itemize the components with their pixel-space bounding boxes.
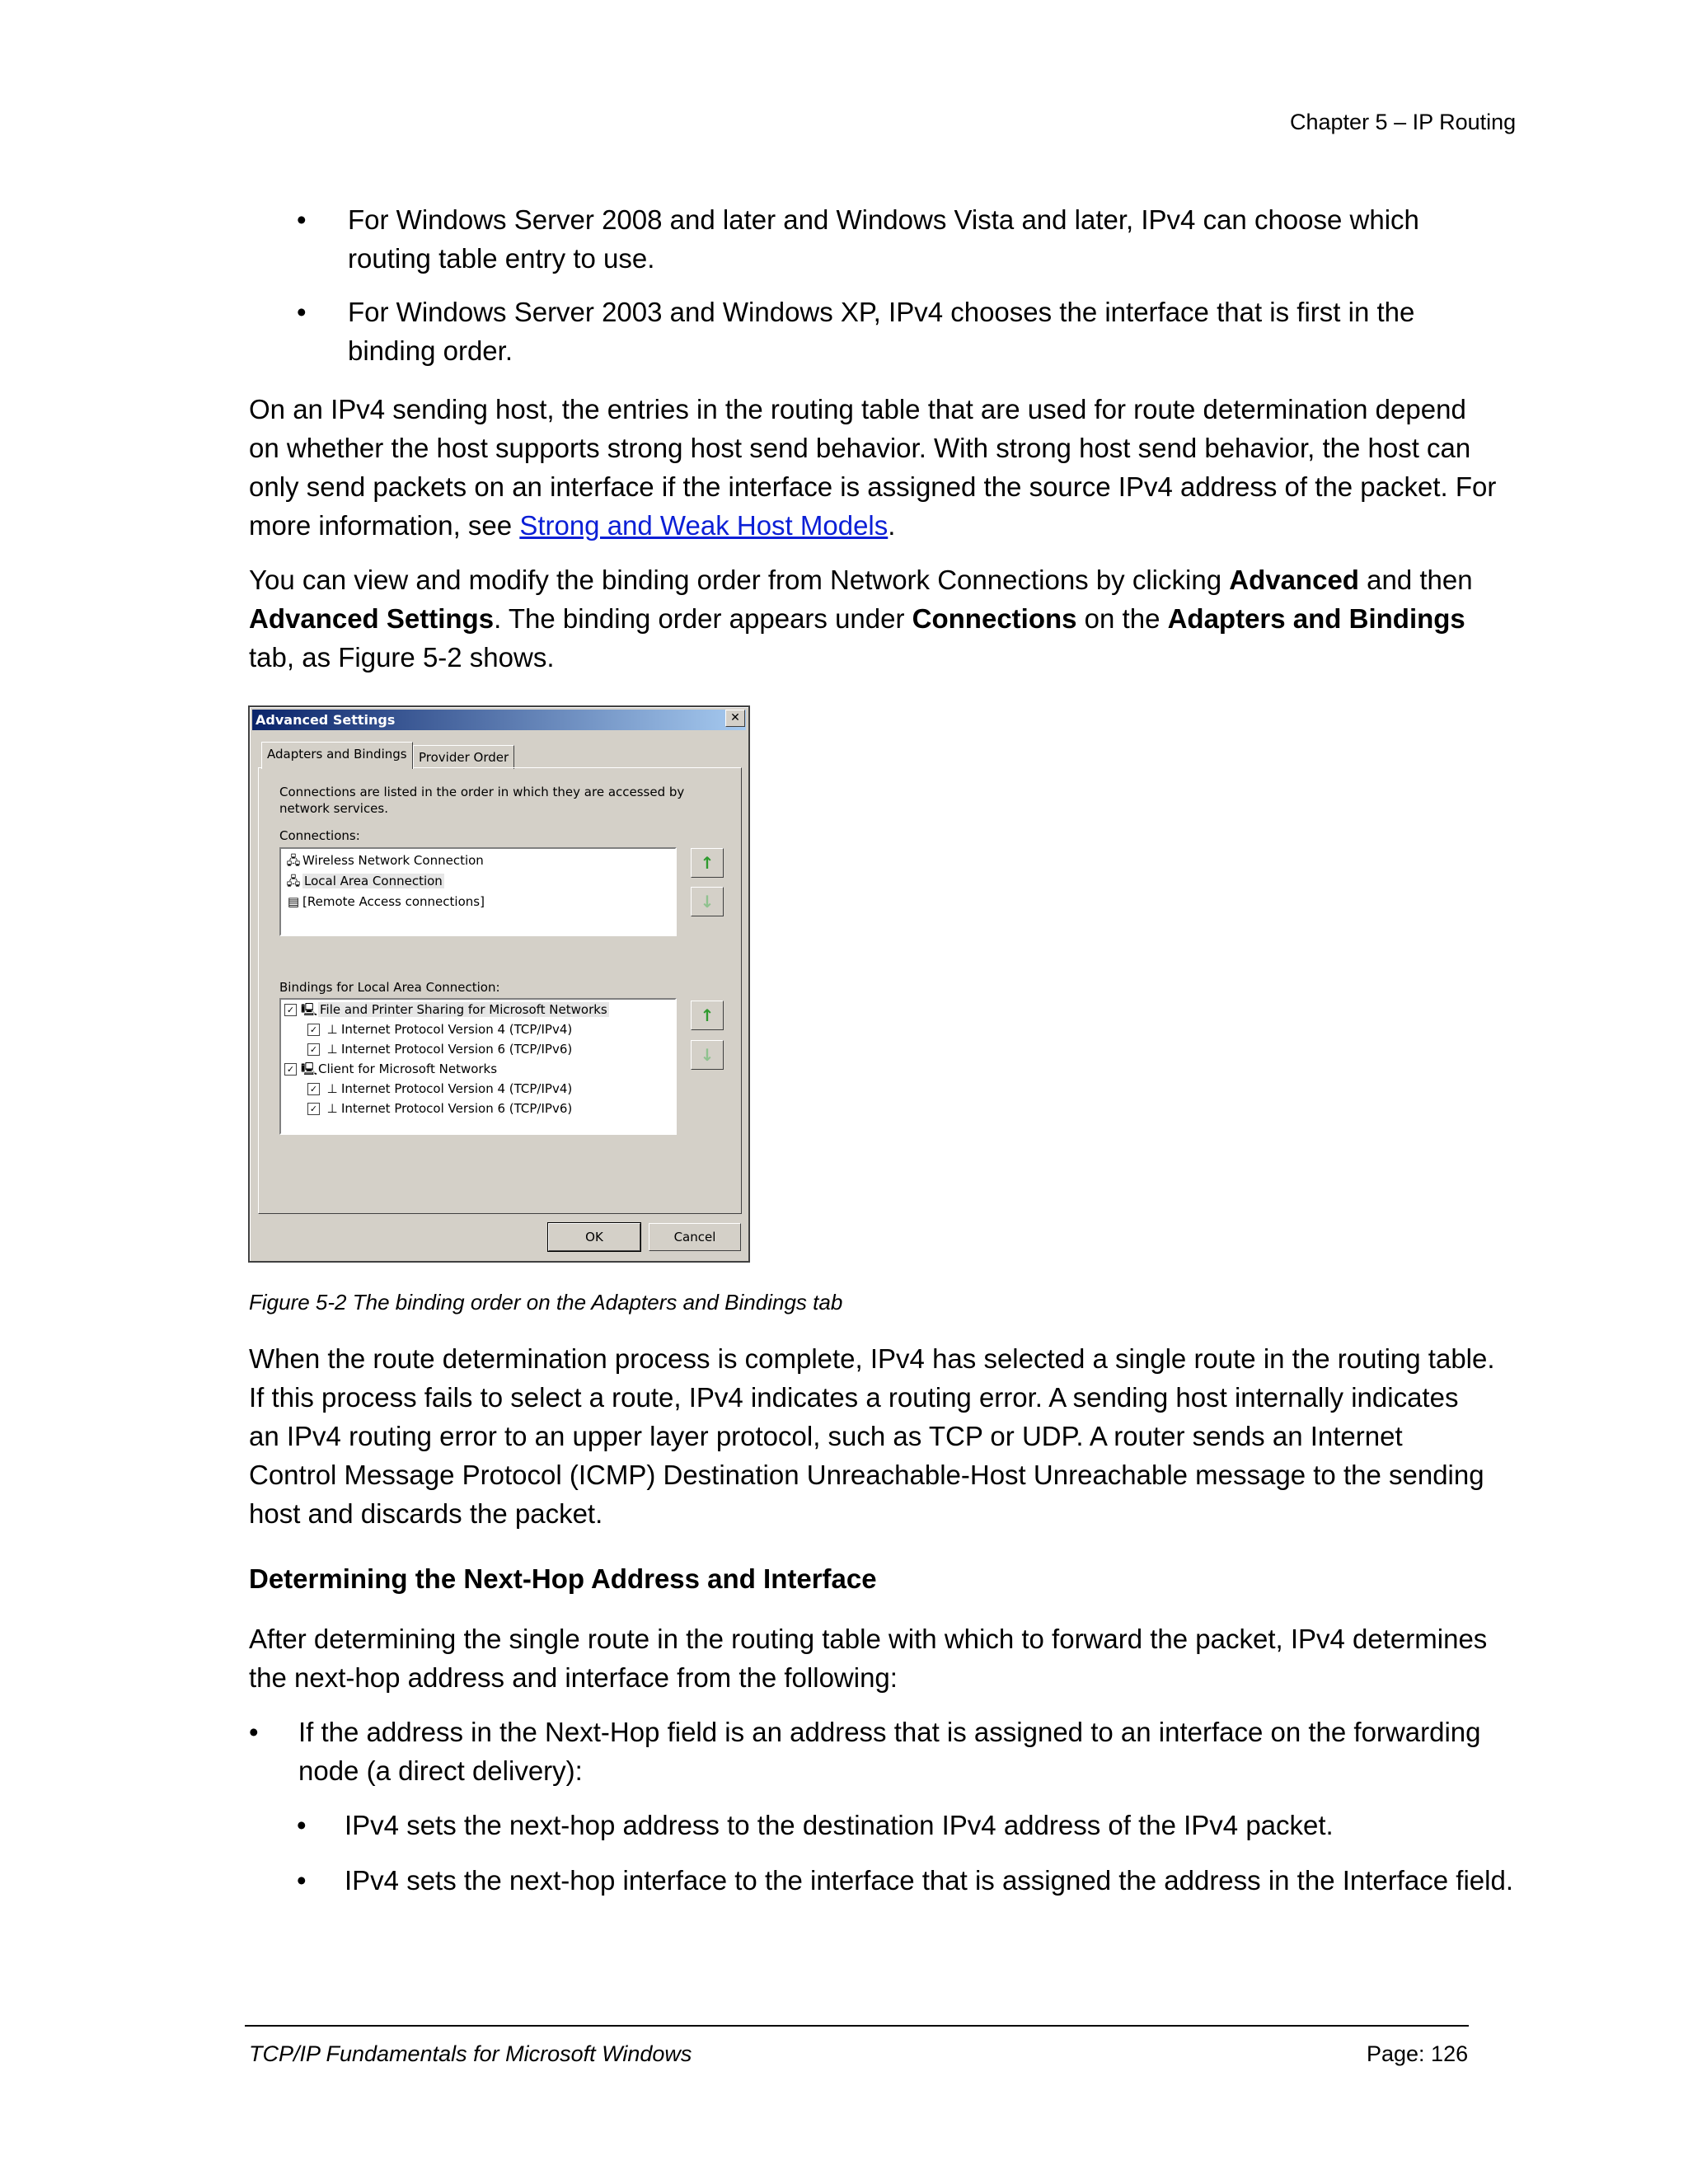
bold-term: Advanced bbox=[1229, 565, 1359, 595]
advanced-settings-dialog bbox=[248, 705, 750, 1263]
binding-label: Internet Protocol Version 6 (TCP/IPv6) bbox=[341, 1042, 573, 1057]
bullet-icon: • bbox=[249, 1717, 259, 1747]
checkbox[interactable]: ✓ bbox=[307, 1103, 320, 1115]
text-span: more information, see bbox=[249, 510, 520, 541]
binding-label: Internet Protocol Version 6 (TCP/IPv6) bbox=[341, 1101, 573, 1116]
text-line: If this process fails to select a route, IPv4 indicates a routing error. A sending host internally indicates bbox=[249, 1382, 1459, 1413]
remote-access-icon: ▤ bbox=[287, 894, 300, 909]
binding-row[interactable] bbox=[284, 1000, 609, 1019]
list-item bbox=[297, 1861, 1550, 1900]
text-span: and then bbox=[1358, 565, 1473, 595]
text-line bbox=[249, 560, 1473, 599]
protocol-icon: ⊥ bbox=[326, 1042, 338, 1057]
text-line: Control Message Protocol (ICMP) Destination Unreachable-Host Unreachable message to the sending bbox=[249, 1460, 1484, 1490]
strong-weak-host-link[interactable]: Strong and Weak Host Models bbox=[519, 510, 889, 541]
footer-title: TCP/IP Fundamentals for Microsoft Windows bbox=[249, 2041, 692, 2066]
list-item[interactable] bbox=[284, 871, 444, 891]
cancel-button[interactable]: Cancel bbox=[649, 1223, 741, 1251]
binding-label: Client for Microsoft Networks bbox=[318, 1062, 498, 1076]
text-line: only send packets on an interface if the interface is assigned the source IPv4 address of the packet. For bbox=[249, 471, 1497, 502]
list-item bbox=[297, 1806, 1533, 1844]
dialog-title: Advanced Settings bbox=[252, 710, 746, 730]
binding-move-down-button[interactable]: ↓ bbox=[691, 1040, 724, 1070]
paragraph bbox=[249, 1339, 1495, 1533]
footer-divider bbox=[245, 2025, 1469, 2027]
text-line: an IPv4 routing error to an upper layer protocol, such as TCP or UDP. A router sends an Internet bbox=[249, 1421, 1403, 1451]
binding-row[interactable] bbox=[307, 1079, 572, 1099]
paragraph bbox=[249, 390, 1496, 545]
paragraph bbox=[249, 560, 1473, 677]
text-span: You can view and modify the binding order from Network Connections by clicking bbox=[249, 565, 1230, 595]
bullet-text: node (a direct delivery): bbox=[298, 1755, 583, 1786]
section-heading: Determining the Next-Hop Address and Interface bbox=[249, 1563, 877, 1594]
network-icon: 🖧 bbox=[286, 874, 301, 888]
computer-icon: 🖳 bbox=[300, 1002, 317, 1017]
tab-panel bbox=[258, 767, 742, 1214]
text-line: After determining the single route in the routing table with which to forward the packet, IPv4 determines bbox=[249, 1624, 1488, 1654]
protocol-icon: ⊥ bbox=[326, 1081, 338, 1096]
text-span: on the bbox=[1076, 603, 1168, 634]
text-line bbox=[249, 599, 1473, 638]
description-line: Connections are listed in the order in which they are accessed by bbox=[279, 785, 685, 799]
paragraph bbox=[249, 1619, 1487, 1697]
protocol-icon: ⊥ bbox=[326, 1022, 338, 1037]
binding-row[interactable] bbox=[307, 1019, 572, 1039]
list-item bbox=[297, 293, 1533, 370]
bold-term: Adapters and Bindings bbox=[1167, 603, 1465, 634]
text-line: host and discards the packet. bbox=[249, 1498, 603, 1529]
list-item bbox=[297, 200, 1533, 278]
connections-listbox[interactable] bbox=[279, 847, 677, 936]
bullet-text: If the address in the Next-Hop field is an address that is assigned to an interface on the forwarding bbox=[298, 1717, 1481, 1747]
bullet-icon: • bbox=[297, 204, 307, 235]
list-item[interactable] bbox=[284, 892, 485, 912]
list-item-label: Wireless Network Connection bbox=[302, 853, 484, 868]
bold-term: Connections bbox=[912, 603, 1077, 634]
ok-button[interactable]: OK bbox=[548, 1223, 640, 1251]
text-line: On an IPv4 sending host, the entries in the routing table that are used for route determination depend bbox=[249, 394, 1466, 424]
bullet-text: For Windows Server 2008 and later and Windows Vista and later, IPv4 can choose which bbox=[348, 204, 1419, 235]
text-line: When the route determination process is complete, IPv4 has selected a single route in the routing table. bbox=[249, 1343, 1495, 1374]
bullet-text: binding order. bbox=[348, 335, 513, 366]
figure-caption: Figure 5-2 The binding order on the Adapters and Bindings tab bbox=[249, 1290, 843, 1315]
binding-row[interactable] bbox=[284, 1059, 497, 1079]
checkbox[interactable]: ✓ bbox=[307, 1083, 320, 1095]
description-line: network services. bbox=[279, 801, 388, 816]
checkbox[interactable]: ✓ bbox=[284, 1063, 297, 1076]
page-number: Page: 126 bbox=[1367, 2041, 1469, 2066]
list-item-label: Local Area Connection bbox=[304, 874, 443, 888]
binding-label: Internet Protocol Version 4 (TCP/IPv4) bbox=[341, 1081, 573, 1096]
protocol-icon: ⊥ bbox=[326, 1101, 338, 1116]
bullet-text: IPv4 sets the next-hop interface to the interface that is assigned the address in the Interface field. bbox=[345, 1865, 1514, 1896]
binding-label: Internet Protocol Version 4 (TCP/IPv4) bbox=[341, 1022, 573, 1037]
bullet-text: For Windows Server 2003 and Windows XP, IPv4 chooses the interface that is first in the bbox=[348, 297, 1415, 327]
close-icon[interactable]: ✕ bbox=[725, 710, 745, 727]
tab-provider-order[interactable]: Provider Order bbox=[413, 745, 514, 769]
checkbox[interactable]: ✓ bbox=[284, 1004, 297, 1016]
binding-label: File and Printer Sharing for Microsoft Networks bbox=[320, 1002, 607, 1017]
checkbox[interactable]: ✓ bbox=[307, 1024, 320, 1036]
text-line: tab, as Figure 5-2 shows. bbox=[249, 642, 555, 673]
text-line bbox=[249, 506, 1496, 545]
bullet-text: IPv4 sets the next-hop address to the destination IPv4 address of the IPv4 packet. bbox=[345, 1810, 1334, 1840]
binding-row[interactable] bbox=[307, 1099, 572, 1118]
list-item bbox=[249, 1713, 1526, 1790]
bold-term: Advanced Settings bbox=[249, 603, 495, 634]
checkbox[interactable]: ✓ bbox=[307, 1043, 320, 1056]
network-icon: 🖧 bbox=[286, 853, 301, 868]
text-line: the next-hop address and interface from the following: bbox=[249, 1662, 898, 1693]
tab-adapters-and-bindings[interactable]: Adapters and Bindings bbox=[261, 742, 413, 769]
bindings-label: Bindings for Local Area Connection: bbox=[279, 980, 500, 995]
text-span: . bbox=[888, 510, 896, 541]
bullet-icon: • bbox=[297, 1865, 307, 1896]
bullet-icon: • bbox=[297, 297, 307, 327]
text-line: on whether the host supports strong host send behavior. With strong host send behavior, the host can bbox=[249, 433, 1471, 463]
text-span: . The binding order appears under bbox=[494, 603, 912, 634]
list-item-label: [Remote Access connections] bbox=[302, 894, 485, 909]
client-icon: 🖳 bbox=[300, 1062, 317, 1076]
move-down-button[interactable]: ↓ bbox=[691, 887, 724, 916]
list-item[interactable] bbox=[284, 851, 484, 870]
binding-row[interactable] bbox=[307, 1039, 572, 1059]
binding-move-up-button[interactable]: ↑ bbox=[691, 1001, 724, 1030]
connections-label: Connections: bbox=[279, 828, 360, 843]
bullet-icon: • bbox=[297, 1810, 307, 1840]
running-head: Chapter 5 – IP Routing bbox=[1290, 110, 1517, 134]
bindings-listbox[interactable] bbox=[279, 998, 677, 1135]
move-up-button[interactable]: ↑ bbox=[691, 848, 724, 878]
bullet-text: routing table entry to use. bbox=[348, 243, 655, 274]
